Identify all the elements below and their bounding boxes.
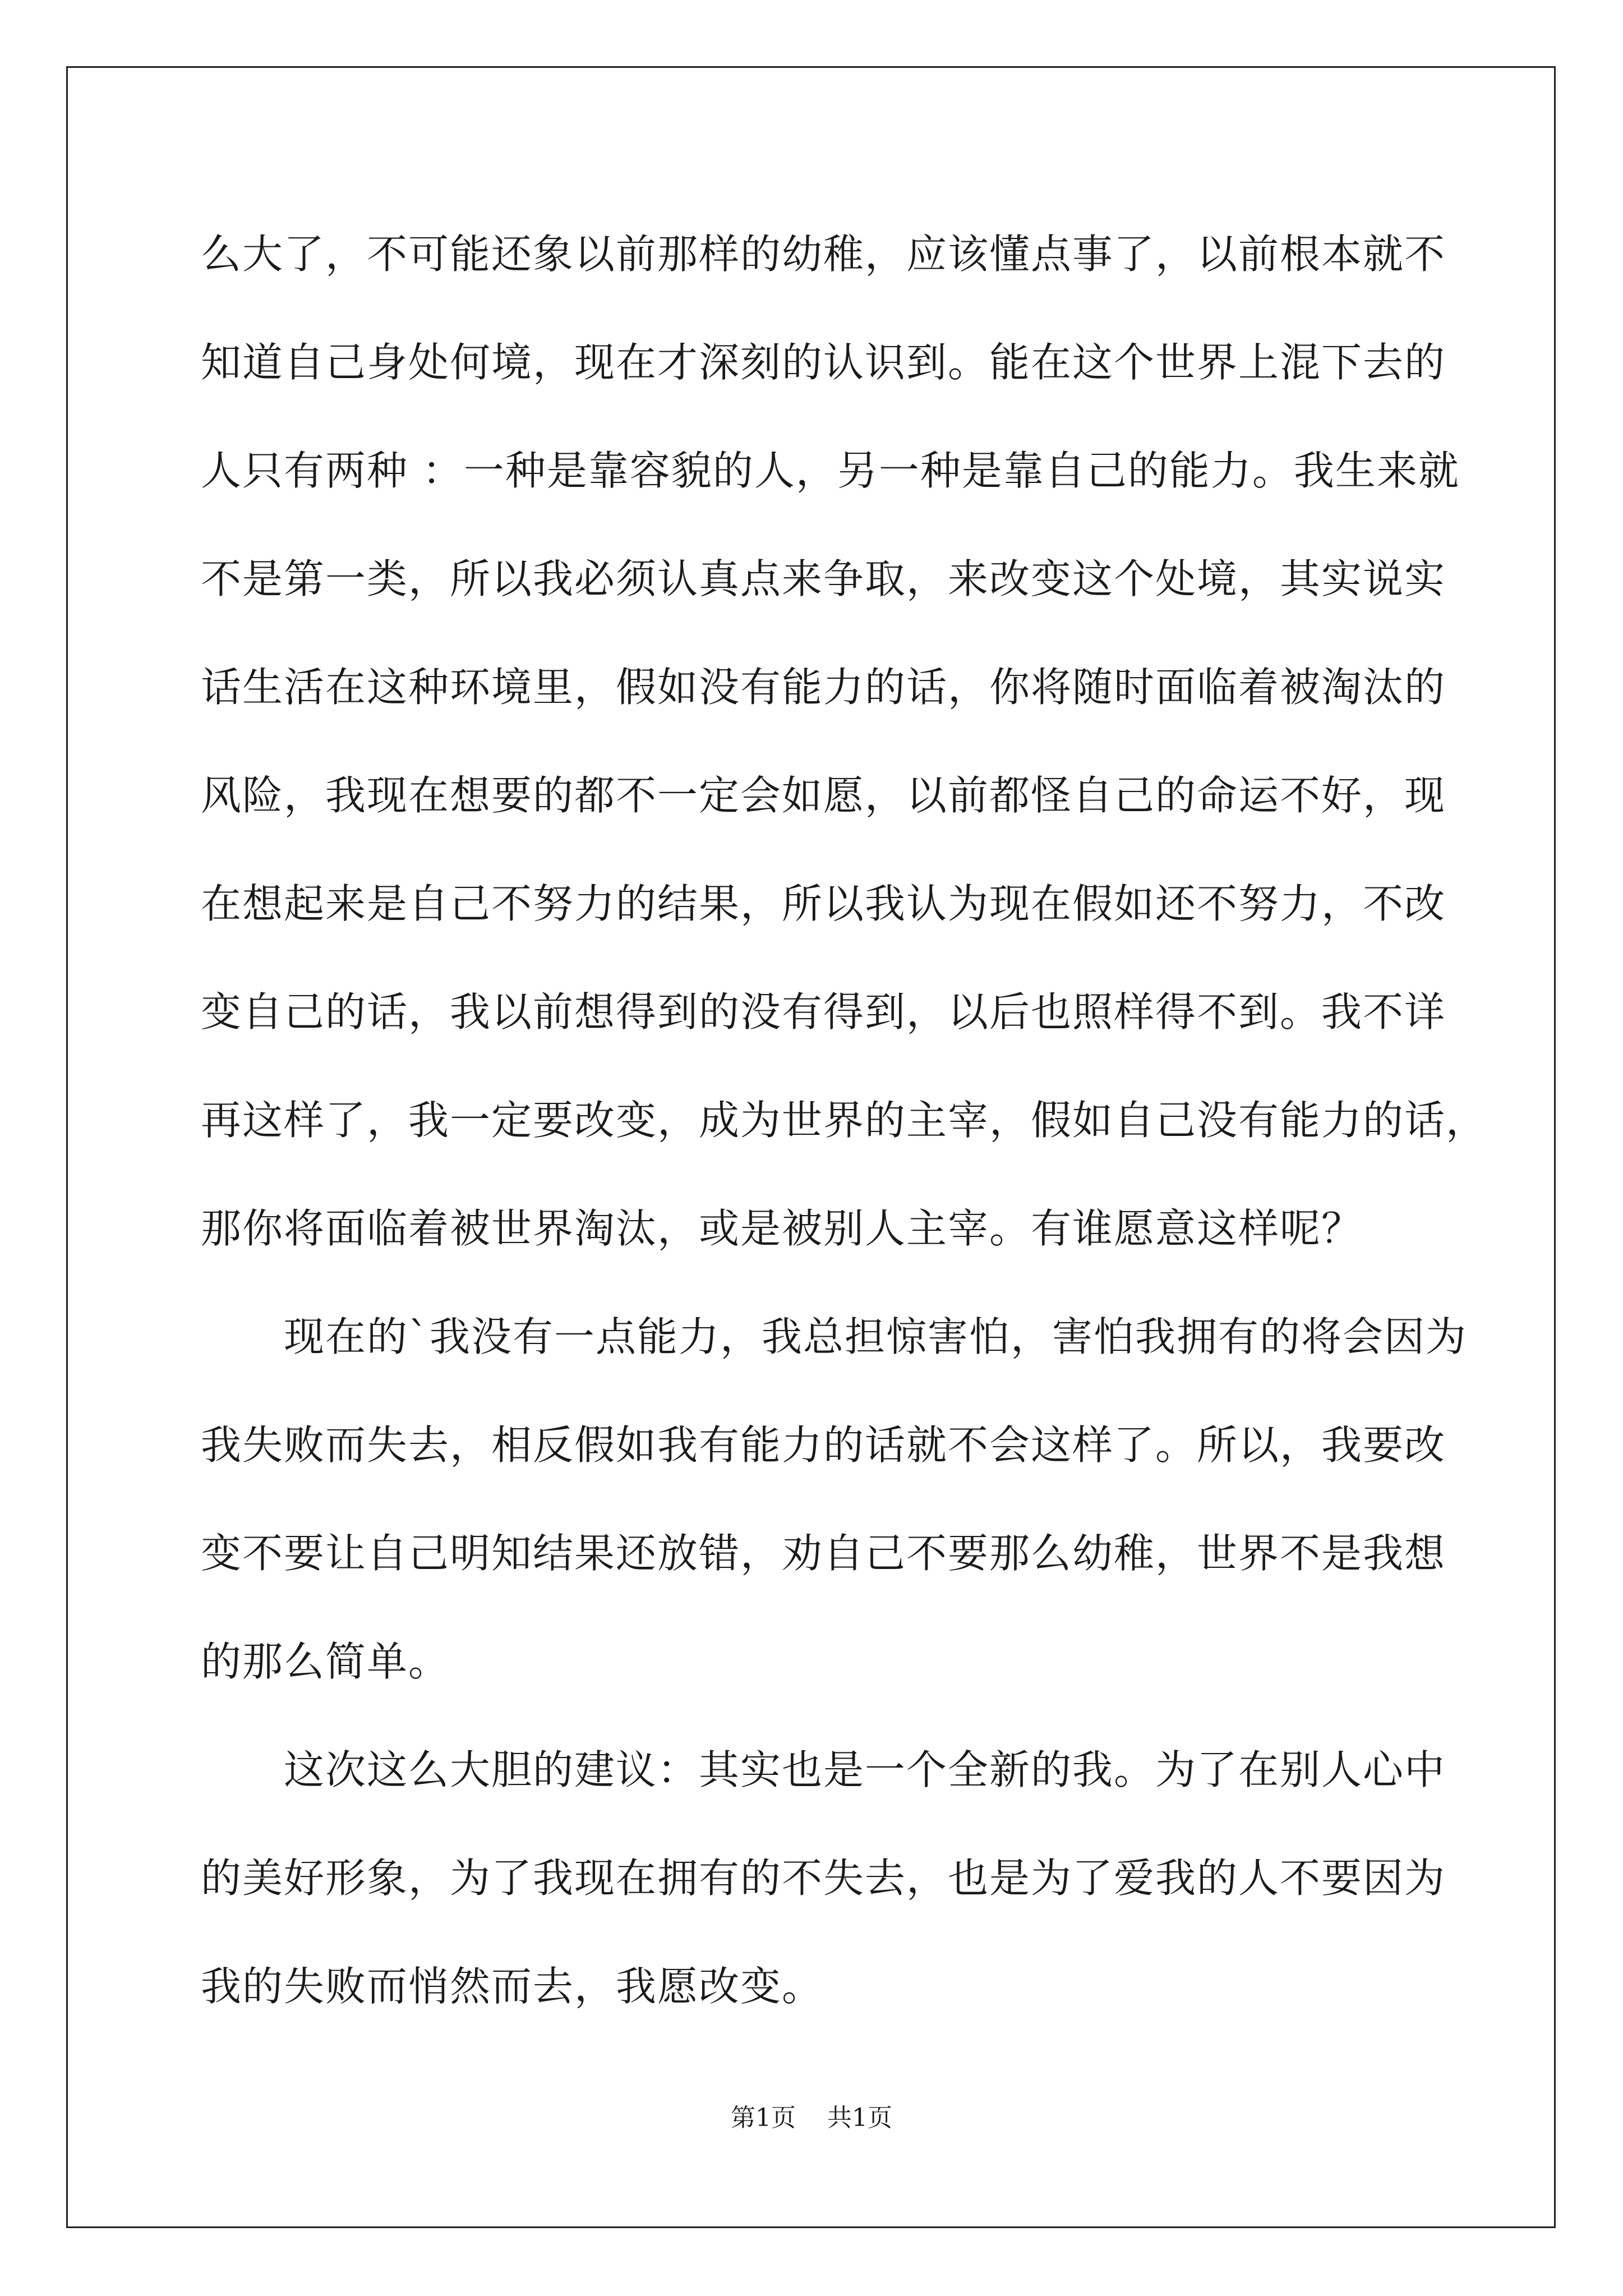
document-body — [201, 200, 1488, 2041]
text-line: 知道自己身处何境，现在才深刻的认识到。能在这个世界上混下去的 — [201, 339, 1446, 386]
text-line: 再这样了，我一定要改变，成为世界的主宰，假如自己没有能力的话， — [201, 1097, 1488, 1144]
text-line: 我失败而失去，相反假如我有能力的话就不会这样了。所以，我要改 — [201, 1421, 1446, 1469]
text-line: 么大了，不可能还象以前那样的幼稚，应该懂点事了，以前根本就不 — [201, 231, 1446, 278]
text-line: 人只有两种 ：一种是靠容貌的人，另一种是靠自己的能力。我生来就 — [201, 447, 1460, 494]
text-line: 我的失败而悄然而去，我愿改变。 — [201, 1963, 824, 2010]
text-line: 变不要让自己明知结果还放错，劝自己不要那么幼稚，世界不是我想 — [201, 1530, 1446, 1577]
text-line: 的美好形象，为了我现在拥有的不失去，也是为了爱我的人不要因为 — [201, 1855, 1446, 1902]
text-line: 在想起来是自己不努力的结果，所以我认为现在假如还不努力，不改 — [201, 880, 1446, 927]
text-line: 不是第一类，所以我必须认真点来争取，来改变这个处境，其实说实 — [201, 555, 1446, 602]
text-line: 变自己的话，我以前想得到的没有得到，以后也照样得不到。我不详 — [201, 988, 1446, 1036]
text-line: 那你将面临着被世界淘汰，或是被别人主宰。有谁愿意这样呢？ — [201, 1205, 1363, 1252]
paragraph-first-line: 这次这么大胆的建议：其实也是一个全新的我。为了在别人心中 — [284, 1746, 1446, 1793]
text-line: 风险，我现在想要的都不一定会如愿，以前都怪自己的命运不好，现 — [201, 772, 1446, 819]
text-line: 的那么简单。 — [201, 1638, 450, 1685]
text-line: 话生活在这种环境里，假如没有能力的话，你将随时面临着被淘汰的 — [201, 664, 1446, 711]
page-footer — [0, 2101, 1623, 2135]
page-total: 共1页 — [827, 2104, 892, 2132]
page-number: 第1页 — [731, 2104, 796, 2132]
paragraph-first-line: 现在的`我没有一点能力，我总担惊害怕，害怕我拥有的将会因为 — [284, 1313, 1468, 1360]
